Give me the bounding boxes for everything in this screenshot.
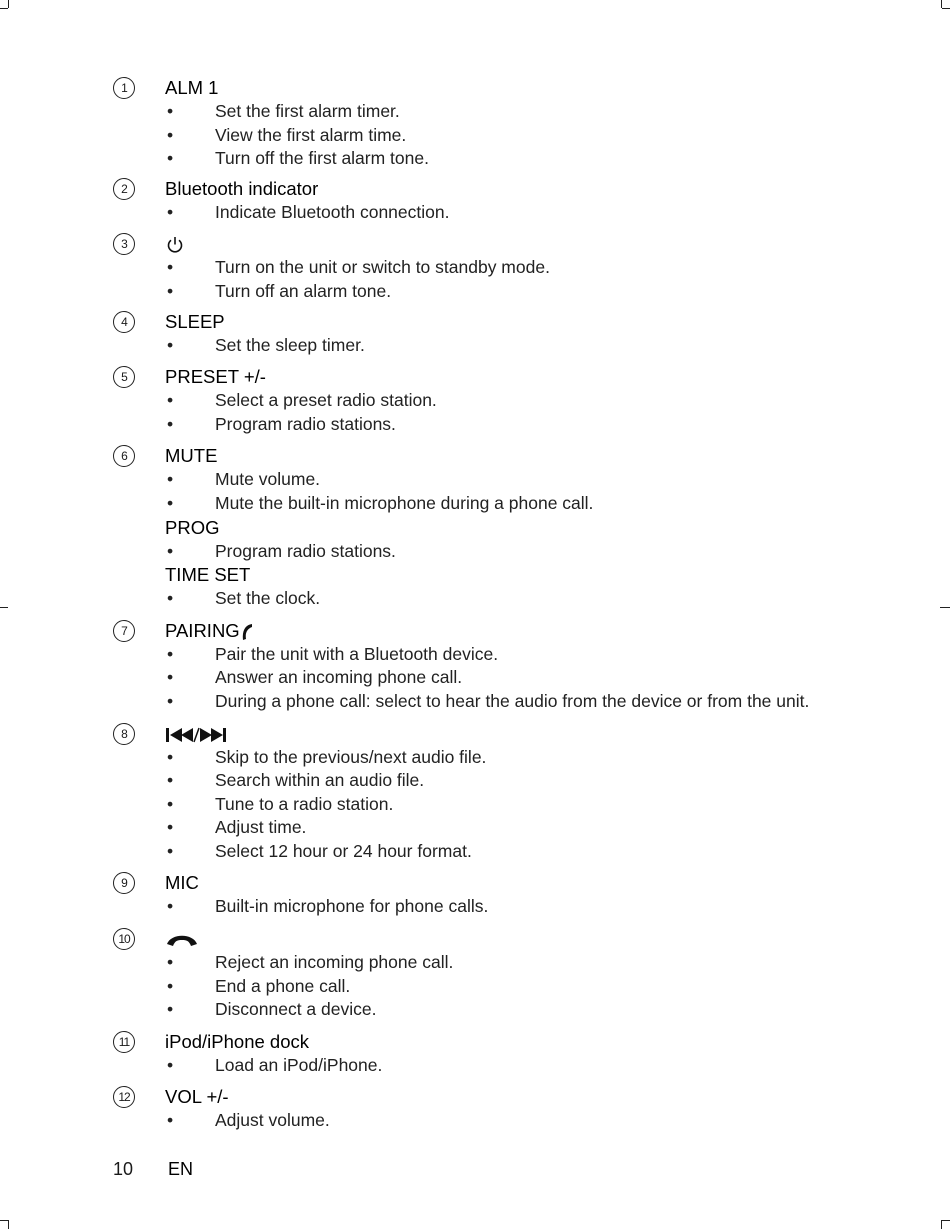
item-number-circle: 3 [113, 233, 135, 255]
control-list [113, 76, 913, 1139]
item-heading [165, 619, 913, 643]
crop-mark [940, 607, 950, 608]
item-number-circle: 12 [113, 1086, 135, 1108]
item-heading [165, 1030, 913, 1054]
bullet-item: • Select 12 hour or 24 hour format. [165, 840, 913, 864]
list-item [113, 722, 913, 864]
page-footer [113, 1159, 193, 1180]
item-number-circle: 5 [113, 366, 135, 388]
subsection-heading: TIME SET [165, 564, 251, 586]
bullet-item: • Adjust time. [165, 816, 913, 840]
list-item [113, 177, 913, 225]
item-number-circle: 2 [113, 178, 135, 200]
bullet-item: • Set the sleep timer. [165, 334, 913, 358]
bullet-item: • Program radio stations. [165, 413, 913, 437]
item-heading-text: VOL +/- [165, 1086, 229, 1108]
bullet-item: • Indicate Bluetooth connection. [165, 201, 913, 225]
language-code: EN [168, 1159, 194, 1179]
item-heading [165, 177, 913, 201]
bullet-item: • Mute volume. [165, 468, 913, 492]
bullet-item: • Turn off the first alarm tone. [165, 147, 913, 171]
list-item [113, 1030, 913, 1078]
crop-mark [942, 8, 950, 9]
bullet-item: • Turn off an alarm tone. [165, 280, 913, 304]
item-heading [165, 444, 913, 468]
bullet-item: • Reject an incoming phone call. [165, 951, 913, 975]
bullet-item: • Pair the unit with a Bluetooth device. [165, 643, 913, 667]
item-number-circle: 4 [113, 311, 135, 333]
bullet-item: • End a phone call. [165, 975, 913, 999]
list-item [113, 927, 913, 1022]
bullet-item: • Set the clock. [165, 587, 913, 611]
item-heading-text: MIC [165, 872, 199, 894]
bullet-item: • Mute the built-in microphone during a phone call. [165, 492, 913, 516]
bullet-item: • Set the first alarm timer. [165, 100, 913, 124]
list-item [113, 232, 913, 303]
page-number: 10 [113, 1159, 134, 1179]
bullet-item: • View the first alarm time. [165, 124, 913, 148]
bullet-item: • Program radio stations. [165, 540, 913, 564]
item-heading-text: PRESET +/- [165, 366, 266, 388]
bullet-item: • Disconnect a device. [165, 998, 913, 1022]
list-item [113, 444, 913, 610]
item-number-circle: 7 [113, 620, 135, 642]
crop-mark [0, 8, 8, 9]
subsection-heading: PROG [165, 516, 220, 538]
list-item [113, 619, 913, 714]
item-heading [165, 76, 913, 100]
bullet-item: • Select a preset radio station. [165, 389, 913, 413]
list-item [113, 310, 913, 358]
bullet-item: • Skip to the previous/next audio file. [165, 746, 913, 770]
bullet-item: • Search within an audio file. [165, 769, 913, 793]
bullet-item: • Adjust volume. [165, 1109, 913, 1133]
item-heading-text: MUTE [165, 445, 218, 467]
crop-mark [0, 1220, 8, 1221]
skip-prev-next-icon [165, 723, 235, 744]
list-item [113, 871, 913, 919]
item-heading [165, 927, 913, 951]
item-heading-text: iPod/iPhone dock [165, 1030, 309, 1052]
item-heading [165, 722, 913, 746]
crop-mark [0, 607, 8, 608]
item-heading [165, 871, 913, 895]
list-item [113, 365, 913, 436]
item-heading-text: ALM 1 [165, 77, 219, 98]
phone-hangup-icon [165, 928, 199, 949]
item-heading-text: Bluetooth indicator [165, 177, 319, 199]
list-item [113, 1085, 913, 1133]
bullet-item: • During a phone call: select to hear the audio from the device or from the unit. [165, 690, 913, 714]
crop-mark [8, 1220, 9, 1229]
bullet-item: • Load an iPod/iPhone. [165, 1054, 913, 1078]
list-item [113, 76, 913, 171]
item-number-circle: 10 [113, 928, 135, 950]
crop-mark [942, 1220, 950, 1221]
item-number-circle: 11 [113, 1031, 135, 1053]
bullet-item: • Answer an incoming phone call. [165, 666, 913, 690]
power-icon [165, 233, 185, 254]
item-heading [165, 1085, 913, 1109]
bullet-item: • Built-in microphone for phone calls. [165, 895, 913, 919]
item-heading [165, 232, 913, 256]
bullet-item: • Tune to a radio station. [165, 793, 913, 817]
item-heading [165, 365, 913, 389]
item-heading-text: SLEEP [165, 310, 225, 332]
item-number-circle: 8 [113, 723, 135, 745]
item-number-circle: 1 [113, 77, 135, 99]
crop-mark [941, 0, 942, 8]
phone-answer-icon [240, 620, 254, 641]
item-heading [165, 310, 913, 334]
crop-mark [941, 1220, 942, 1229]
item-heading-text: PAIRING [165, 619, 240, 641]
bullet-item: • Turn on the unit or switch to standby mode. [165, 256, 913, 280]
item-number-circle: 6 [113, 445, 135, 467]
item-number-circle: 9 [113, 872, 135, 894]
crop-mark [8, 0, 9, 8]
